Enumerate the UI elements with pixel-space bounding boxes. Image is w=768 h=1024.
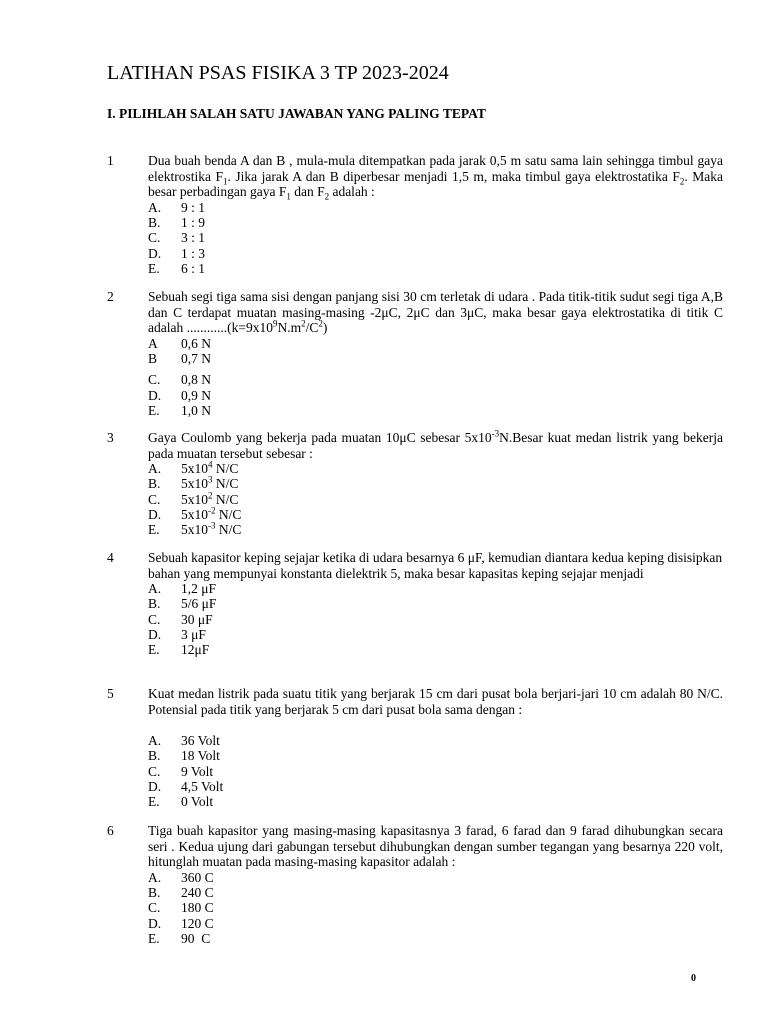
option-b: B. $5x10^3$ N/C	[148, 474, 239, 492]
question-3	[107, 430, 723, 538]
question-number: 5	[107, 686, 114, 701]
page-number: 0	[691, 973, 696, 984]
question-number: 3	[107, 430, 114, 445]
option-d: D. 4,5 Volt	[148, 779, 224, 795]
question-text: Tiga buah kapasitor yang masing-masing kapasitasnya 3 farad, 6 farad dan 9 farad dihubungkan secara seri . Kedua ujung dari gabungan tersebut dihubungkan dengan sumber tegangan yang besarnya 220 volt, hitunglah muatan pada masing-masing kapasitor adalah :	[148, 823, 723, 870]
question-1	[107, 153, 723, 276]
option-e: E. $5x10^{-3}$ N/C	[148, 520, 242, 538]
option-b: B. 5/6 μF	[148, 596, 217, 612]
option-list	[148, 733, 723, 809]
option-a: A. 360 C	[148, 869, 214, 885]
option-e: E. 12μF	[148, 642, 210, 658]
option-b: B. 1 : 9	[148, 215, 206, 231]
option-a: A 0,6 N	[148, 335, 211, 351]
option-c: C. $5x10^2$ N/C	[148, 490, 239, 507]
question-2	[107, 289, 723, 418]
option-a: A. 1,2 μF	[148, 581, 216, 597]
option-c: C. 0,8 N	[148, 372, 211, 388]
question-text: Kuat medan listrik pada suatu titik yang berjarak 15 cm dari pusat bola berjari-jari 10 cm adalah 80 N/C. Potensial pada titik yang berjarak 5 cm dari pusat bola sama dengan :	[148, 686, 723, 717]
option-d: D. 3 μF	[148, 627, 206, 643]
option-b: B. 240 C	[148, 885, 214, 901]
option-b: B 0,7 N	[148, 351, 211, 367]
question-number: 1	[107, 153, 114, 168]
option-list	[148, 581, 723, 657]
option-list	[148, 200, 723, 276]
option-a: A. 36 Volt	[148, 733, 220, 749]
option-e: E. 6 : 1	[148, 260, 206, 276]
question-text: Sebuah segi tiga sama sisi dengan panjang sisi 30 cm terletak di udara . Pada titik-titik sudut segi tiga A,B dan C terdapat muatan masing-masing -2μC, 2μC dan 3μC, maka besar gaya elektrostatika di titik C adalah $............(k=9x10^9N.m^2/C^2)$	[148, 289, 723, 336]
question-text: Gaya Coulomb yang bekerja pada muatan 10μC sebesar $5x10^{-3}N.Besar$ kuat medan listrik yang bekerja pada muatan tersebut sebesar :	[148, 428, 723, 461]
option-b: B. 18 Volt	[148, 748, 220, 764]
option-e: E. 1,0 N	[148, 402, 211, 418]
option-c: C. 9 Volt	[148, 763, 214, 779]
option-d: D. $5x10^{-2}$ N/C	[148, 505, 242, 523]
option-list	[148, 870, 723, 946]
option-e: E. 0 Volt	[148, 794, 214, 810]
option-d: D. 120 C	[148, 915, 214, 931]
option-d: D. 1 : 3	[148, 245, 206, 261]
option-a: A. $5x10^4$ N/C	[148, 459, 239, 477]
option-c: C. 180 C	[148, 900, 214, 916]
section-heading: I. PILIHLAH SALAH SATU JAWABAN YANG PALING TEPAT	[107, 106, 486, 121]
option-list	[148, 461, 723, 537]
option-c: C. 30 μF	[148, 611, 213, 627]
question-5	[107, 686, 723, 810]
question-4	[107, 550, 723, 658]
question-text: Dua buah benda A dan B , mula-mula ditempatkan pada jarak 0,5 m satu sama lain sehingga timbul gaya elektrostika $F_1$. Jika jarak A dan B diperbesar menjadi 1,5 m, maka timbul gaya elektrostatika $F_2$. Maka besar perbadingan gaya $F_1$ dan $F_2$ adalah :	[148, 153, 723, 202]
option-list	[148, 336, 723, 418]
option-d: D. 0,9 N	[148, 387, 211, 403]
option-a: A. 9 : 1	[148, 199, 206, 215]
option-c: C. 3 : 1	[148, 230, 206, 246]
question-number: 4	[107, 550, 114, 565]
question-text: Sebuah kapasitor keping sejajar ketika di udara besarnya 6 μF, kemudian diantara kedua keping disisipkan bahan yang mempunyai konstanta dielektrik 5, maka besar kapasitas keping sejajar menjadi	[148, 550, 723, 581]
page-title: LATIHAN PSAS FISIKA 3 TP 2023-2024	[107, 62, 449, 84]
option-e: E. 90 C	[148, 930, 211, 946]
question-6	[107, 823, 723, 946]
question-number: 2	[107, 289, 114, 304]
question-number: 6	[107, 823, 114, 838]
